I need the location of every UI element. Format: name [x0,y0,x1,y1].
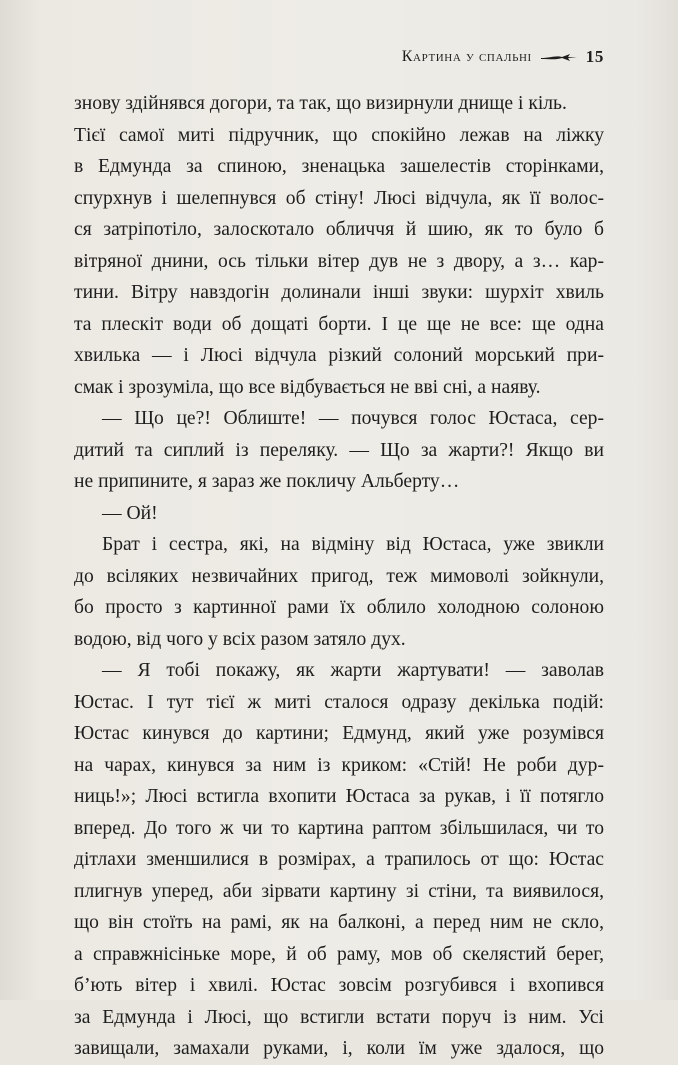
text-line: що він стоїть на рамі, як на балконі, а перед ним не скло, [74,912,604,933]
text-line: на чарах, кинувся за ним із криком: «Стій! Не роби дур- [74,754,604,776]
text-line: спурхнув і шелепнувся об стіну! Люсі відчула, як її волос- [74,187,604,209]
text-line: — Я тобі покажу, як жарти жартувати! — заволав [102,660,604,681]
text-line: — Що це?! Облиште! — почувся голос Юстаса, сер- [102,408,604,429]
text-line: плигнув уперед, аби зірвати картину зі стіни, та виявилося, [74,880,604,902]
text-line: ниць!»; Люсі встигла вхопити Юстаса за рукав, і її потягло [74,786,604,807]
text-line: дитий та сиплий із переляку. — Що за жарти?! Якщо ви [74,439,604,461]
text-line: та плескіт води об дощаті борти. І це ще не все: ще одна [74,313,604,335]
text-line: в Едмунда за спиною, зненацька зашелестів сторінками, [74,156,604,177]
text-line: тини. Вітру навздогін долинали інші звуки: шурхіт хвиль [74,282,604,303]
text-line: дітлахи зменшилися в розмірах, а трапилось от що: Юстас [74,849,604,870]
text-line: Юстас кинувся до картини; Едмунд, який уже розумівся [74,723,604,744]
text-line: вперед. До того ж чи то картина раптом збільшилася, чи то [74,817,604,839]
running-head [402,47,604,67]
text-line: Брат і сестра, які, на відміну від Юстаса, уже звикли [102,534,604,555]
page-number: 15 [585,47,604,66]
running-title: Картина у спальні [401,48,532,65]
text-line: б’ють вітер і хвилі. Юстас зовсім розгубився і вхопився [74,975,604,996]
text-line: Тієї самої миті підручник, що спокійно лежав на ліжку [74,124,604,146]
text-line: вітряної днини, ось тільки вітер дув не з двору, а з… кар- [74,250,604,272]
text-line: бо просто з картинної рами їх облило холодною солоною [74,597,604,618]
text-line: водою, від чого у всіх разом затяло дух. [74,628,406,650]
text-line: знову здійнявся догори, та так, що визирнули днище і кіль. [74,93,567,114]
ornament-icon [540,50,578,64]
text-line: — Ой! [102,502,158,524]
text-line: а справжнісіньке море, й об раму, мов об скелястий берег, [74,943,604,965]
text-line: до всіляких незвичайних пригод, теж мимоволі зойкнули, [74,565,604,587]
text-line: за Едмунда і Люсі, що встигли встати поруч із ним. Усі [74,1006,604,1028]
text-line: Юстас. І тут тієї ж миті сталося одразу декілька подій: [74,691,604,713]
text-line: хвилька — і Люсі відчула різкий солоний морський при- [74,345,604,366]
text-line: смак і зрозуміла, що все відбувається не вві сні, а наяву. [74,376,541,398]
body-text [74,88,604,1065]
text-line: завищали, замахали руками, і, коли їм уже здалося, що [74,1038,604,1059]
text-line: ся затріпотіло, залоскотало обличчя й шию, як то було б [74,219,604,240]
text-line: не припините, я зараз же покличу Альберту… [74,471,460,492]
